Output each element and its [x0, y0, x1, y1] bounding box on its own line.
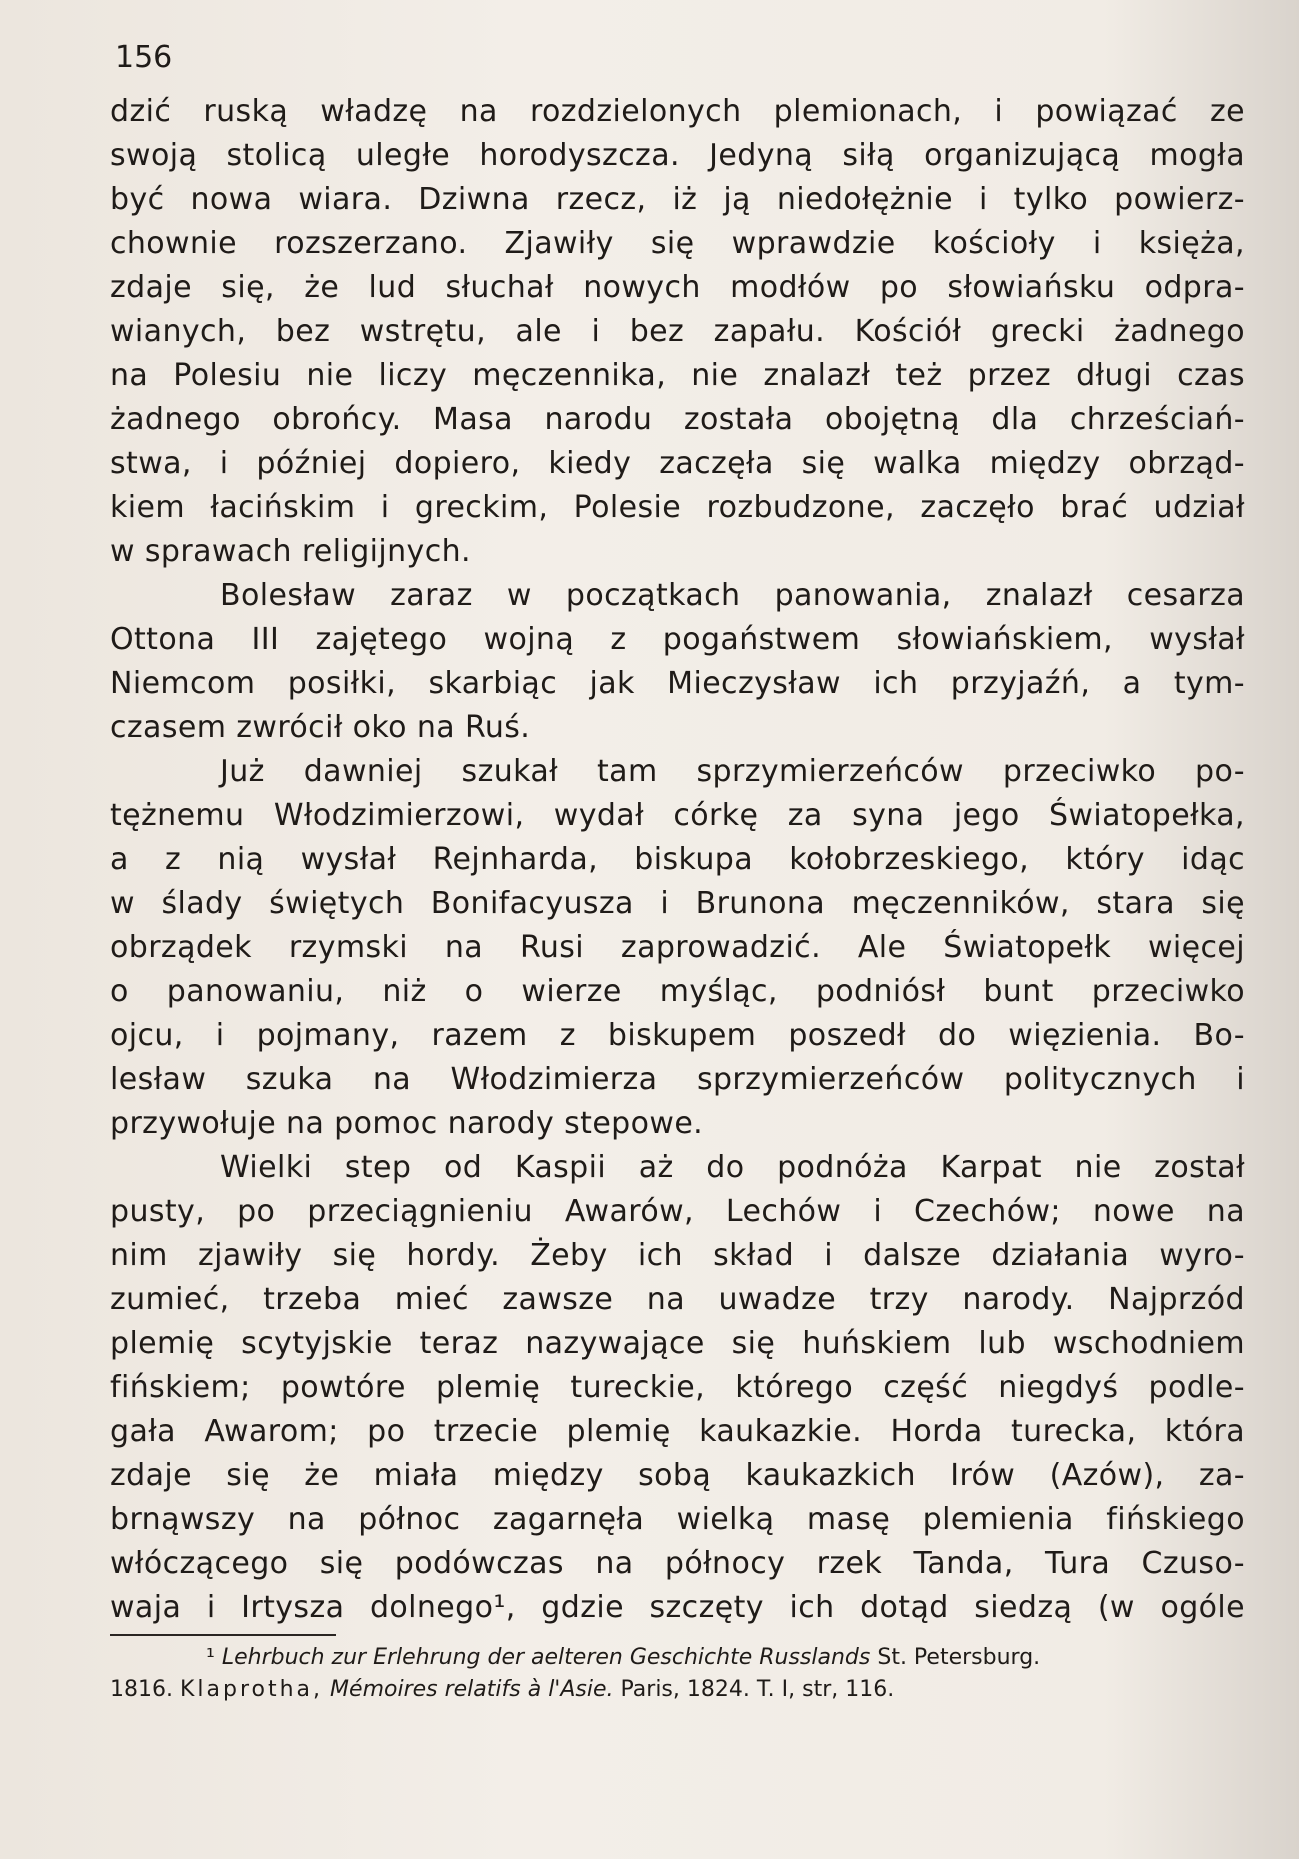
text-line: pusty, po przeciągnieniu Awarów, Lechów i Czechów; nowe na [110, 1194, 1245, 1229]
body-text [110, 90, 1245, 1630]
page-number: 156 [115, 40, 173, 75]
text-line: żadnego obrońcy. Masa narodu została obojętną dla chrześciań- [110, 402, 1245, 437]
text-line: waja i Irtysza dolnego¹, gdzie szczęty ich dotąd siedzą (w ogóle [110, 1590, 1245, 1625]
text-line: włóczącego się podówczas na północy rzek Tanda, Tura Czuso- [110, 1546, 1245, 1581]
footnote-separator [110, 1634, 336, 1636]
footnote-title-2: Mémoires relatifs à l'Asie. [330, 1677, 614, 1702]
text-line: być nowa wiara. Dziwna rzecz, iż ją niedołężnie i tylko powierz- [110, 182, 1245, 217]
footnote-publication: Paris, 1824. T. I, str, 116. [620, 1677, 895, 1702]
footnote-marker: ¹ [206, 1645, 215, 1670]
text-line: fińskiem; powtóre plemię tureckie, którego część niegdyś podle- [110, 1370, 1245, 1405]
text-line: gała Awarom; po trzecie plemię kaukazkie. Horda turecka, która [110, 1414, 1245, 1449]
text-line: Wielki step od Kaspii aż do podnóża Karpat nie został [220, 1150, 1245, 1185]
text-line: zdaje się, że lud słuchał nowych modłów po słowiańsku odpra- [110, 270, 1245, 305]
text-line: plemię scytyjskie teraz nazywające się huńskiem lub wschodniem [110, 1326, 1245, 1361]
text-line: wianych, bez wstrętu, ale i bez zapału. Kościół grecki żadnego [110, 314, 1245, 349]
text-line: nim zjawiły się hordy. Żeby ich skład i dalsze działania wyro- [110, 1238, 1245, 1273]
text-line: tężnemu Włodzimierzowi, wydał córkę za syna jego Światopełka, [110, 798, 1245, 833]
footnote-author: Klaprotha, [179, 1677, 324, 1702]
text-line: swoją stolicą uległe horodyszcza. Jedyną siłą organizującą mogła [110, 138, 1245, 173]
footnote-line-1 [110, 1642, 1245, 1674]
text-line: a z nią wysłał Rejnharda, biskupa kołobrzeskiego, który idąc [110, 842, 1245, 877]
text-line: kiem łacińskim i greckim, Polesie rozbudzone, zaczęło brać udział [110, 490, 1245, 525]
text-line: dzić ruską władzę na rozdzielonych plemionach, i powiązać ze [110, 94, 1245, 129]
text-line: w ślady świętych Bonifacyusza i Brunona męczenników, stara się [110, 886, 1245, 921]
footnote-year: 1816. [110, 1677, 173, 1702]
text-line: Już dawniej szukał tam sprzymierzeńców przeciwko po- [220, 754, 1245, 789]
text-line: na Polesiu nie liczy męczennika, nie znalazł też przez długi czas [110, 358, 1245, 393]
text-line: Bolesław zaraz w początkach panowania, znalazł cesarza [220, 578, 1245, 613]
text-line: Niemcom posiłki, skarbiąc jak Mieczysław ich przyjaźń, a tym- [110, 666, 1245, 701]
text-line: chownie rozszerzano. Zjawiły się wprawdzie kościoły i księża, [110, 226, 1245, 261]
text-line: ojcu, i pojmany, razem z biskupem poszedł do więzienia. Bo- [110, 1018, 1245, 1053]
text-line: lesław szuka na Włodzimierza sprzymierzeńców politycznych i [110, 1062, 1245, 1097]
footnote-title: Lehrbuch zur Erlehrung der aelteren Geschichte Russlands [221, 1645, 871, 1670]
text-line: Ottona III zajętego wojną z pogaństwem słowiańskiem, wysłał [110, 622, 1245, 657]
footnote-line-2 [110, 1674, 1245, 1706]
text-line: zdaje się że miała między sobą kaukazkich Irów (Azów), za- [110, 1458, 1245, 1493]
text-line: brnąwszy na północ zagarnęła wielką masę plemienia fińskiego [110, 1502, 1245, 1537]
text-line: przywołuje na pomoc narody stepowe. [110, 1106, 704, 1141]
text-line: zumieć, trzeba mieć zawsze na uwadze trzy narody. Najprzód [110, 1282, 1245, 1317]
text-line: obrządek rzymski na Rusi zaprowadzić. Ale Światopełk więcej [110, 930, 1245, 965]
footnote-place: St. Petersburg. [877, 1645, 1041, 1670]
text-line: czasem zwrócił oko na Ruś. [110, 710, 531, 745]
text-line: w sprawach religijnych. [110, 534, 471, 569]
text-line: stwa, i później dopiero, kiedy zaczęła się walka między obrząd- [110, 446, 1245, 481]
footnote [110, 1642, 1245, 1706]
text-line: o panowaniu, niż o wierze myśląc, podniósł bunt przeciwko [110, 974, 1245, 1009]
